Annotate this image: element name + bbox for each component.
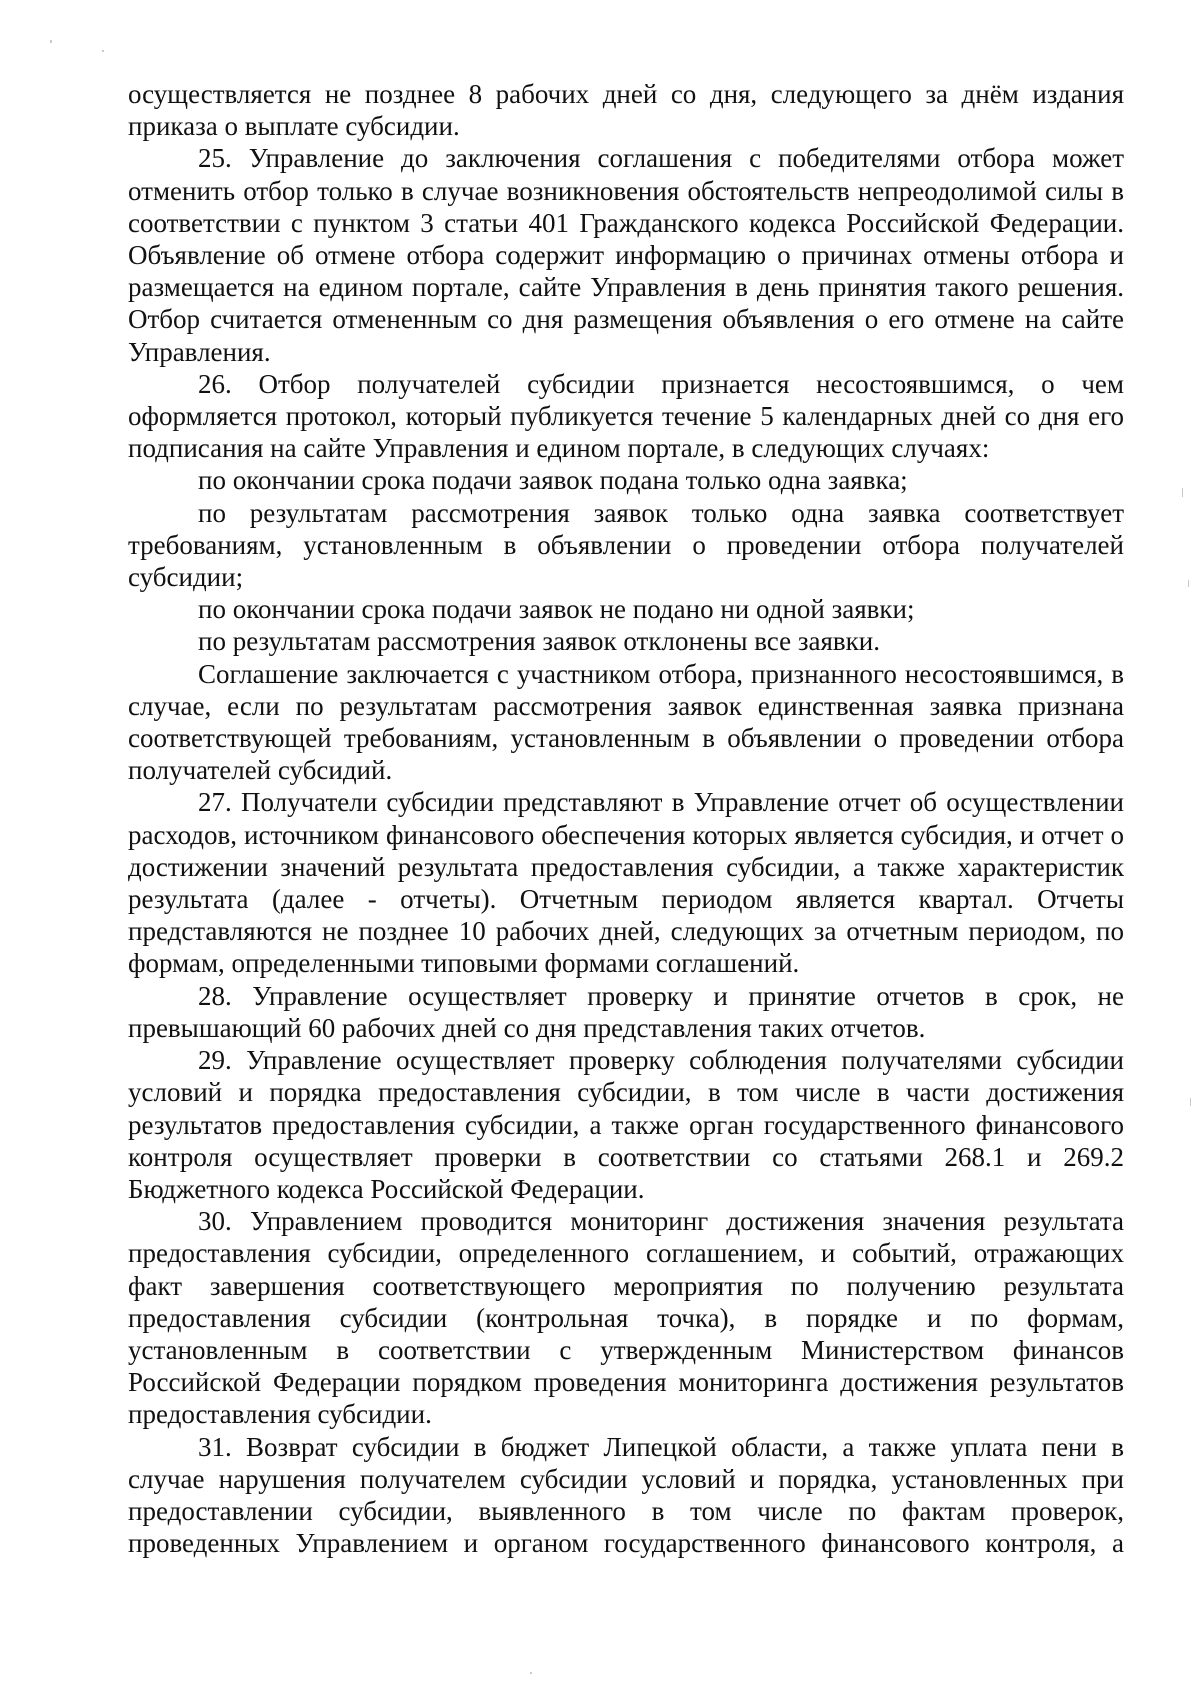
scan-speck xyxy=(50,40,52,43)
paragraph-agreement-single-participant: Соглашение заключается с участником отбора, признанного несостоявшимся, в случае, если по результатам рассмотрения заявок единственная заявка признана соответствующей требованиям, установленным в объявлении о проведении отбора получателей субсидий. xyxy=(128,658,1124,786)
paragraph-item-27: 27. Получатели субсидии представляют в Управление отчет об осуществлении расходов, источником финансового обеспечения которых является субсидия, и отчет о достижении значений результата предоставления субсидии, а также характеристик результата (далее - отчеты). Отчетным периодом является квартал. Отчеты представляются не позднее 10 рабочих дней, следующих за отчетным периодом, по формам, определенными типовыми формами соглашений. xyxy=(128,787,1124,979)
scan-speck xyxy=(1182,488,1183,497)
paragraph-item-26: 26. Отбор получателей субсидии признается несостоявшимся, о чем оформляется протокол, который публикуется течение 5 календарных дней со дня его подписания на сайте Управления и едином портале, в следующих случаях: xyxy=(128,368,1124,464)
paragraph-item-29: 29. Управление осуществляет проверку соблюдения получателями субсидии условий и порядка предоставления субсидии, в том числе в части достижения результатов предоставления субсидии, а также орган государственного финансового контроля осуществляет проверки в соответствии со статьями 268.1 и 269.2 Бюджетного кодекса Российской Федерации. xyxy=(128,1045,1124,1204)
scan-speck xyxy=(530,1672,532,1674)
case-no-applications-submitted: по окончании срока подачи заявок не подано ни одной заявки; xyxy=(198,594,915,625)
scan-speck xyxy=(1190,1098,1191,1106)
scan-speck xyxy=(1188,580,1189,587)
scan-speck xyxy=(102,50,104,52)
paragraph-item-30: 30. Управлением проводится мониторинг достижения значения результата предоставления субсидии, определенного соглашением, и событий, отражающих факт завершения соответствующего мероприятия по получению результата предоставления субсидии (контрольная точка), в порядке и по формам, установленным в соответствии с утвержденным Министерством финансов Российской Федерации порядком проведения мониторинга достижения результатов предоставления субсидии. xyxy=(128,1206,1124,1430)
paragraph-item-31: 31. Возврат субсидии в бюджет Липецкой области, а также уплата пени в случае нарушения получателем субсидии условий и порядка, установленных при предоставлении субсидии, выявленного в том числе по фактам проверок, проведенных Управлением и органом государственного финансового контроля, а xyxy=(128,1431,1124,1559)
case-one-application-compliant: по результатам рассмотрения заявок только одна заявка соответствует требованиям, установленным в объявлении о проведении отбора получателей субсидии; xyxy=(128,497,1124,593)
paragraph-item-28: 28. Управление осуществляет проверку и принятие отчетов в срок, не превышающий 60 рабочих дней со дня представления таких отчетов. xyxy=(128,980,1124,1043)
paragraph-item-25: 25. Управление до заключения соглашения с победителями отбора может отменить отбор только в случае возникновения обстоятельств непреодолимой силы в соответствии с пунктом 3 статьи 401 Гражданского кодекса Российской Федерации. Объявление об отмене отбора содержит информацию о причинах отмены отбора и размещается на едином портале, сайте Управления в день принятия такого решения. Отбор считается отмененным со дня размещения объявления о его отмене на сайте Управления. xyxy=(128,143,1124,367)
case-all-applications-rejected: по результатам рассмотрения заявок отклонены все заявки. xyxy=(198,626,880,657)
paragraph-continuation: осуществляется не позднее 8 рабочих дней со дня, следующего за днём издания приказа о выплате субсидии. xyxy=(128,79,1124,142)
document-page xyxy=(128,78,1124,1559)
case-one-application-submitted: по окончании срока подачи заявок подана только одна заявка; xyxy=(198,465,908,496)
